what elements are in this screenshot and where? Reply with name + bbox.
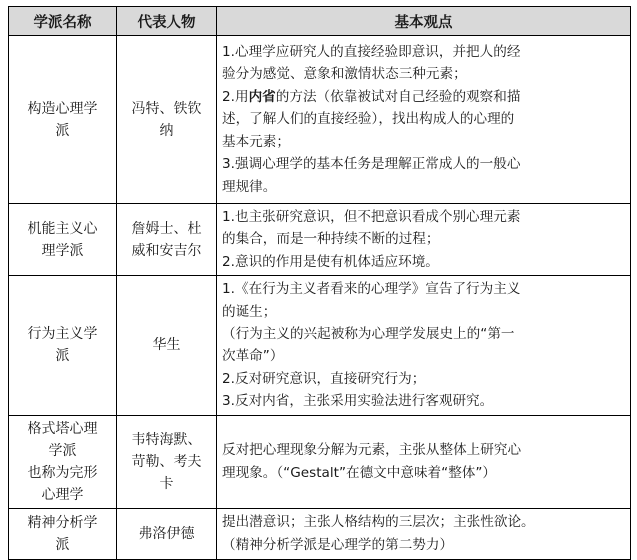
cell-line: 3.强调心理学的基本任务是理解正常成人的一般心 — [222, 156, 521, 173]
header-school: 学派名称 — [9, 7, 117, 36]
cell-line: 1.也主张研究意识，但不把意识看成个别心理元素 — [222, 209, 521, 225]
viewpoint-cell — [217, 276, 631, 415]
cell-line: 华生 — [152, 337, 181, 354]
cell-line: 学派 — [48, 442, 77, 459]
table-header-row — [9, 7, 631, 36]
cell-line: 次革命”） — [222, 348, 284, 365]
school-name-cell — [9, 276, 117, 415]
viewpoint-cell — [217, 415, 631, 508]
cell-line: 述，了解人们的直接经验），找出构成人的心理的 — [222, 111, 515, 128]
cell-line: （精神分析学派是心理学的第二势力） — [222, 536, 454, 553]
school-name-cell — [9, 415, 117, 508]
cell-line: 构造心理学 — [27, 100, 98, 117]
emphasis-text: 内省 — [248, 88, 276, 105]
cell-text: 的方法（依靠被试对自己经验的观察和描 — [275, 88, 521, 105]
cell-line: 理学派 — [41, 242, 84, 259]
psychology-schools-table — [8, 6, 631, 560]
cell-line: 卡 — [159, 475, 174, 492]
cell-line: 纳 — [159, 122, 174, 139]
cell-line: 提出潜意识；主张人格结构的三层次；主张性欲论。 — [222, 514, 535, 531]
cell-line: 派 — [55, 348, 70, 365]
school-name-cell — [9, 508, 117, 559]
cell-line: 也称为完形 — [27, 464, 98, 481]
representative-cell — [117, 508, 217, 559]
viewpoint-cell — [217, 204, 631, 276]
cell-line: 詹姆士、杜 — [131, 220, 202, 237]
cell-line: 机能主义心 — [27, 220, 98, 237]
cell-line: 弗洛伊德 — [138, 525, 195, 542]
school-name-cell — [9, 204, 117, 276]
cell-line: 1.心理学应研究人的直接经验即意识，并把人的经 — [222, 44, 521, 61]
school-name-cell — [9, 36, 117, 204]
cell-line: 基本元素； — [222, 133, 290, 150]
representative-cell — [117, 276, 217, 415]
table-row — [9, 276, 631, 415]
cell-line: 2.反对研究意识，直接研究行为； — [222, 370, 426, 387]
table-row — [9, 204, 631, 276]
cell-line: 2.意识的作用是使有机体适应环境。 — [222, 253, 439, 270]
cell-line: 的诞生； — [222, 303, 277, 320]
table-row — [9, 36, 631, 204]
representative-cell — [117, 415, 217, 508]
header-representative: 代表人物 — [117, 7, 217, 36]
cell-line: 理现象。（“Gestalt”在德文中意味着“整体”） — [222, 464, 497, 481]
cell-line: 派 — [55, 122, 70, 139]
viewpoint-cell — [217, 36, 631, 204]
cell-line: 格式塔心理 — [27, 420, 98, 437]
cell-line — [222, 86, 626, 108]
cell-line: 1.《在行为主义者看来的心理学》宣告了行为主义 — [222, 281, 521, 298]
header-viewpoint: 基本观点 — [217, 7, 631, 36]
cell-text: 2.用 — [222, 88, 249, 105]
cell-line: 苛勒、考夫 — [131, 453, 202, 470]
cell-line: 验分为感觉、意象和激情状态三种元素； — [222, 66, 467, 83]
cell-line: 派 — [55, 536, 70, 553]
cell-line: 行为主义学 — [27, 326, 98, 343]
cell-line: 的集合，而是一种持续不断的过程； — [222, 231, 440, 248]
table-row — [9, 415, 631, 508]
table-row — [9, 508, 631, 559]
cell-line: 理规律。 — [222, 178, 277, 195]
representative-cell — [117, 204, 217, 276]
cell-line: 威和安吉尔 — [131, 242, 202, 259]
cell-line: 精神分析学 — [27, 514, 98, 531]
cell-line: 心理学 — [41, 486, 84, 503]
viewpoint-cell — [217, 508, 631, 559]
cell-line: （行为主义的兴起被称为心理学发展史上的“第一 — [222, 326, 515, 343]
representative-cell — [117, 36, 217, 204]
cell-line: 反对把心理现象分解为元素，主张从整体上研究心 — [222, 442, 522, 459]
cell-line: 冯特、铁钦 — [131, 100, 202, 117]
cell-line: 3.反对内省，主张采用实验法进行客观研究。 — [222, 393, 494, 410]
cell-line: 韦特海默、 — [131, 431, 202, 448]
